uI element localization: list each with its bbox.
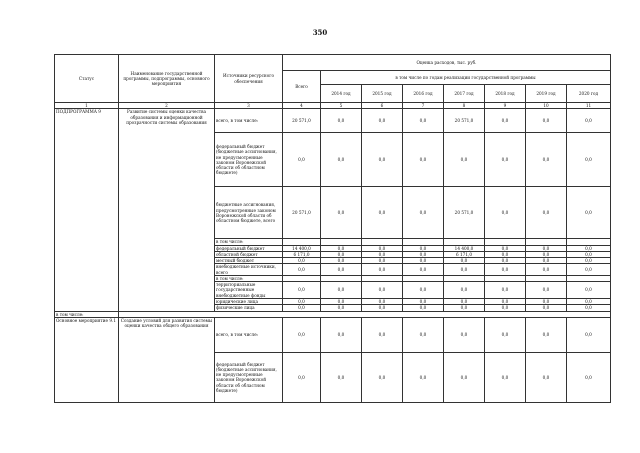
column-number: 4 [283, 103, 321, 109]
value-cell: 0,0 [567, 299, 611, 305]
value-cell: 0,0 [485, 133, 526, 187]
value-cell: 0,0 [403, 109, 444, 133]
header-source: Источники ресурсного обеспечения [215, 55, 283, 103]
header-total: Всего [283, 71, 321, 103]
source-cell: федеральный бюджет (бюджетные ассигнования, не предусмотренные законом Воронежской области об областном бюджете) [215, 352, 283, 402]
value-cell: 0,0 [485, 352, 526, 402]
value-cell: 20 571,0 [444, 187, 485, 239]
value-cell: 0,0 [283, 299, 321, 305]
value-cell: 14 400,0 [283, 245, 321, 251]
header-year: 2020 год [567, 85, 611, 103]
value-cell: 0,0 [567, 317, 611, 352]
value-cell: 0,0 [283, 264, 321, 276]
value-cell: 0,0 [362, 245, 403, 251]
value-cell: 0,0 [485, 187, 526, 239]
value-cell: 0,0 [526, 282, 567, 299]
value-cell: 0,0 [485, 282, 526, 299]
value-cell: 0,0 [283, 282, 321, 299]
value-cell: 0,0 [444, 282, 485, 299]
header-year: 2019 год [526, 85, 567, 103]
value-cell: 0,0 [321, 251, 362, 257]
value-cell: 0,0 [567, 282, 611, 299]
value-cell: 0,0 [283, 352, 321, 402]
value-cell: 6 171,0 [444, 251, 485, 257]
value-cell: 0,0 [362, 305, 403, 311]
value-cell: 0,0 [321, 133, 362, 187]
value-cell: 0,0 [321, 317, 362, 352]
column-number: 3 [215, 103, 283, 109]
value-cell: 0,0 [403, 187, 444, 239]
value-cell: 0,0 [321, 109, 362, 133]
source-cell: физические лица [215, 305, 283, 311]
column-number: 8 [444, 103, 485, 109]
value-cell: 0,0 [485, 245, 526, 251]
value-cell: 0,0 [362, 258, 403, 264]
source-cell: бюджетные ассигнования, предусмотренные законом Воронежской области об областном бюджете, всего [215, 187, 283, 239]
header-year: 2016 год [403, 85, 444, 103]
header-year: 2017 год [444, 85, 485, 103]
value-cell: 0,0 [403, 299, 444, 305]
value-cell: 0,0 [403, 133, 444, 187]
source-cell: всего, в том числе: [215, 317, 283, 352]
value-cell: 0,0 [567, 305, 611, 311]
source-cell: в том числе: [215, 275, 283, 281]
value-cell: 0,0 [526, 258, 567, 264]
value-cell: 0,0 [362, 133, 403, 187]
value-cell: 0,0 [526, 264, 567, 276]
source-cell: в том числе: [215, 239, 283, 245]
value-cell: 0,0 [321, 305, 362, 311]
header-year: 2018 год [485, 85, 526, 103]
value-cell: 0,0 [403, 317, 444, 352]
value-cell: 0,0 [567, 245, 611, 251]
column-number: 2 [119, 103, 215, 109]
column-number: 5 [321, 103, 362, 109]
source-cell: областной бюджет [215, 251, 283, 257]
value-cell: 0,0 [321, 264, 362, 276]
value-cell: 0,0 [567, 133, 611, 187]
value-cell: 0,0 [485, 299, 526, 305]
value-cell: 0,0 [321, 187, 362, 239]
value-cell: 0,0 [567, 258, 611, 264]
value-cell: 0,0 [321, 299, 362, 305]
value-cell: 0,0 [403, 251, 444, 257]
source-cell: юридические лица [215, 299, 283, 305]
value-cell: 0,0 [526, 317, 567, 352]
value-cell: 0,0 [567, 264, 611, 276]
value-cell: 0,0 [444, 299, 485, 305]
row-status: Основное мероприятие 9.1 [55, 317, 119, 402]
value-cell: 0,0 [321, 352, 362, 402]
value-cell: 6 171,0 [283, 251, 321, 257]
value-cell: 0,0 [485, 305, 526, 311]
value-cell: 0,0 [444, 264, 485, 276]
value-cell: 0,0 [526, 251, 567, 257]
value-cell: 0,0 [526, 305, 567, 311]
value-cell: 0,0 [403, 305, 444, 311]
header-status: Статус [55, 55, 119, 103]
value-cell: 0,0 [485, 109, 526, 133]
value-cell: 0,0 [403, 282, 444, 299]
value-cell: 0,0 [403, 352, 444, 402]
column-number: 11 [567, 103, 611, 109]
value-cell: 0,0 [321, 245, 362, 251]
value-cell: 0,0 [485, 258, 526, 264]
table-row [55, 317, 611, 352]
source-cell: внебюджетные источники, всего [215, 264, 283, 276]
source-cell: федеральный бюджет [215, 245, 283, 251]
value-cell: 0,0 [444, 352, 485, 402]
value-cell: 0,0 [283, 258, 321, 264]
value-cell: 0,0 [362, 109, 403, 133]
column-number: 1 [55, 103, 119, 109]
value-cell: 0,0 [403, 264, 444, 276]
value-cell: 0,0 [567, 352, 611, 402]
header-estimate: Оценка расходов, тыс. руб. [283, 55, 611, 71]
value-cell: 0,0 [403, 258, 444, 264]
value-cell: 0,0 [526, 133, 567, 187]
value-cell: 0,0 [362, 187, 403, 239]
value-cell: 0,0 [526, 187, 567, 239]
separator-label: в том числе: [55, 311, 119, 317]
budget-table [54, 54, 611, 403]
source-cell: федеральный бюджет (бюджетные ассигнования, не предусмотренные законом Воронежской области об областном бюджете) [215, 133, 283, 187]
value-cell: 0,0 [444, 258, 485, 264]
value-cell: 20 571,0 [283, 187, 321, 239]
value-cell: 0,0 [526, 245, 567, 251]
header-year: 2015 год [362, 85, 403, 103]
value-cell: 0,0 [444, 305, 485, 311]
value-cell: 0,0 [485, 264, 526, 276]
column-number: 10 [526, 103, 567, 109]
value-cell: 0,0 [444, 133, 485, 187]
header-name: Наименование государственной программы, подпрограммы, основного мероприятия [119, 55, 215, 103]
value-cell: 0,0 [526, 109, 567, 133]
value-cell: 0,0 [362, 317, 403, 352]
row-status: ПОДПРОГРАММА 9 [55, 109, 119, 311]
row-name: Развитие системы оценки качества образования и информационной прозрачности системы образования [119, 109, 215, 311]
row-name: Создание условий для развития системы оценки качества общего образования [119, 317, 215, 402]
value-cell: 0,0 [567, 251, 611, 257]
value-cell: 0,0 [283, 133, 321, 187]
column-number: 7 [403, 103, 444, 109]
table-row [55, 109, 611, 133]
value-cell: 0,0 [283, 305, 321, 311]
value-cell: 0,0 [526, 352, 567, 402]
value-cell: 0,0 [485, 317, 526, 352]
value-cell: 0,0 [362, 352, 403, 402]
value-cell: 20 571,0 [444, 109, 485, 133]
value-cell: 0,0 [321, 258, 362, 264]
value-cell: 0,0 [283, 317, 321, 352]
value-cell: 0,0 [567, 187, 611, 239]
value-cell: 20 571,0 [283, 109, 321, 133]
column-number: 9 [485, 103, 526, 109]
value-cell: 14 400,0 [444, 245, 485, 251]
value-cell: 0,0 [444, 317, 485, 352]
value-cell: 0,0 [362, 299, 403, 305]
value-cell: 0,0 [362, 282, 403, 299]
source-cell: территориальные государственные внебюджетные фонды [215, 282, 283, 299]
source-cell: местный бюджет [215, 258, 283, 264]
source-cell: всего, в том числе: [215, 109, 283, 133]
value-cell: 0,0 [362, 251, 403, 257]
value-cell: 0,0 [321, 282, 362, 299]
value-cell: 0,0 [485, 251, 526, 257]
value-cell: 0,0 [567, 109, 611, 133]
value-cell: 0,0 [526, 299, 567, 305]
page-number: 350 [312, 28, 328, 37]
value-cell: 0,0 [403, 245, 444, 251]
header-by-years: в том числе по годам реализации государственной программы [321, 71, 611, 85]
value-cell: 0,0 [362, 264, 403, 276]
header-year: 2014 год [321, 85, 362, 103]
column-number: 6 [362, 103, 403, 109]
